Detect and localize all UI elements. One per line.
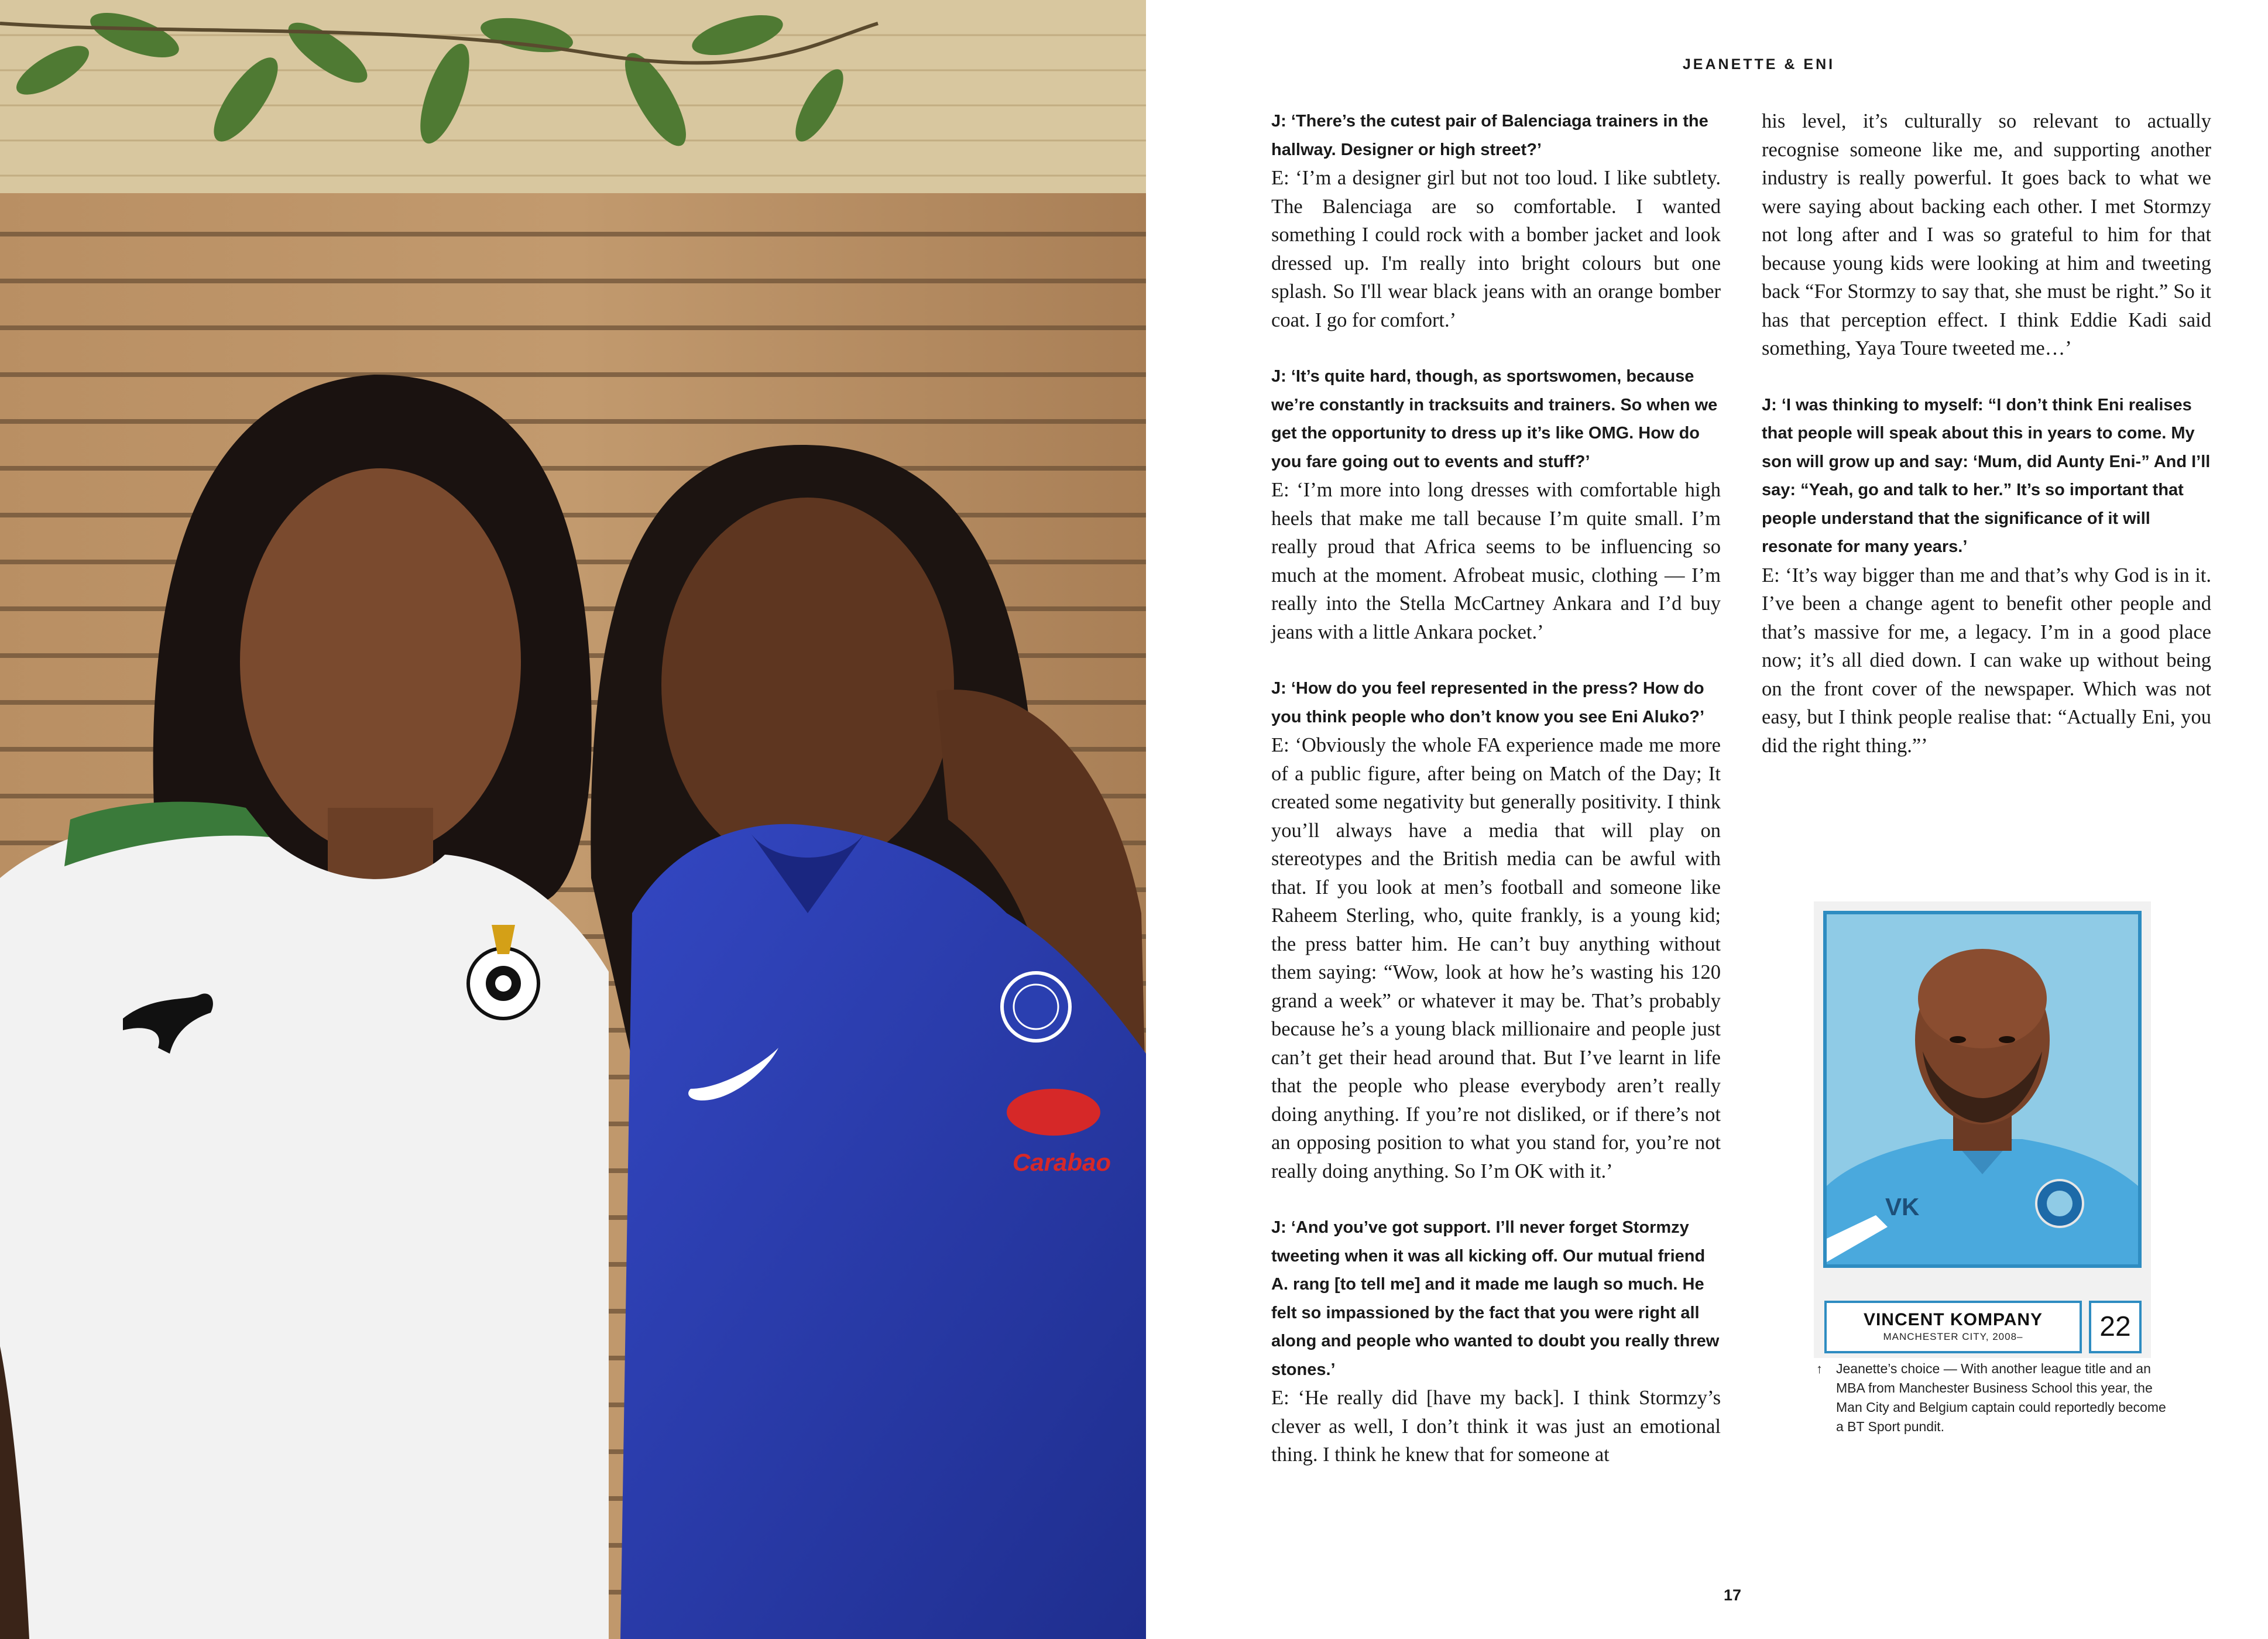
svg-text:Carabao: Carabao: [1013, 1148, 1111, 1176]
arrow-up-icon: ↑: [1816, 1362, 1823, 1376]
player-card: [1814, 901, 2151, 1358]
player-name-plate: [1824, 1301, 2082, 1353]
running-head: JEANETTE & ENI: [1682, 56, 1835, 73]
player-name: VINCENT KOMPANY: [1863, 1310, 2043, 1329]
interview-question: J: ‘And you’ve got support. I’ll never forget Stormzy tweeting when it was all kicking off. Our mutual friend A. rang [to tell me] and it made me laugh so much. He felt so impassioned by the fact that you were right all along and people who wanted to doubt you really threw stones.’: [1271, 1218, 1720, 1379]
interview-answer: E: ‘I’m a designer girl but not too loud. I like subtlety. The Balenciaga are so comfortable. I wanted something I could rock with a bomber jacket and look dressed up. I'm really into bright colours but one splash. So I'll wear black jeans with an orange bomber coat. I go for comfort.’: [1271, 167, 1721, 331]
card-caption: [1817, 1359, 2169, 1436]
manchester-city-badge: [2036, 1180, 2083, 1227]
interview-answer: E: ‘I’m more into long dresses with comfortable high heels that make me tall because I’m quite small. I’m really proud that Africa seems to be influencing so much at the moment. Afrobeat music, clothing — I’m really into the Stella McCartney Ankara and I’d buy jeans with a little Ankara pocket.’: [1271, 479, 1721, 643]
chelsea-crest: [1002, 973, 1070, 1041]
player-number: 22: [2089, 1301, 2142, 1353]
caption-text: Jeanette’s choice — With another league title and an MBA from Manchester Business School this year, the Man City and Belgium captain could reportedly become a BT Sport pundit.: [1836, 1361, 2166, 1434]
player-club: MANCHESTER CITY, 2008–: [1883, 1331, 2023, 1342]
interview-question: J: ‘It’s quite hard, though, as sportswomen, because we’re constantly in tracksuits and trainers. So when we get the opportunity to dress up it’s like OMG. How do you fare going out to events and stuff?’: [1271, 367, 1718, 471]
page-number: 17: [1723, 1586, 1742, 1604]
interview-answer: E: ‘It’s way bigger than me and that’s why God is in it. I’ve been a change agent to benefit other people and that’s massive for me, a legacy. I’m in a good place now; it’s all died down. I can wake up without being on the front cover of the newspaper. Which was not easy, but I think people realise that: “Actually Eni, you did the right thing.”’: [1762, 564, 2211, 757]
interview-question: J: ‘How do you feel represented in the press? How do you think people who don’t know you see Eni Aluko?’: [1271, 679, 1705, 726]
article-column-1: [1271, 107, 1721, 1469]
interview-answer: E: ‘He really did [have my back]. I think Stormzy’s clever as well, I don’t think it was just an emotional thing. I think he knew that for someone at: [1271, 1387, 1721, 1466]
interview-question: J: ‘There’s the cutest pair of Balenciaga trainers in the hallway. Designer or high street?’: [1271, 112, 1708, 159]
article-column-2: [1762, 107, 2211, 760]
interview-answer: his level, it’s culturally so relevant to actually recognise someone like me, and supporting another industry is really powerful. It goes back to what we were saying about backing each other. I met Stormzy not long after and I was so grateful to him for that because young kids were looking at him and tweeting back “For Stormzy to say that, she must be right.” So it has that perception effect. I think Eddie Kadi said something, Yaya Toure tweeted me…’: [1762, 110, 2211, 359]
interview-answer: E: ‘Obviously the whole FA experience made me more of a public figure, after being on Match of the Day; It created some negativity but generally positivity. I think you’ll always have a media that will play on stereotypes and the British media can be awful with that. If you look at men’s football and someone like Raheem Sterling, who, quite frankly, is a young kid; the press batter him. He can’t buy anything without them saying: “Wow, look at how he’s wasting his 120 grand a week” or whatever it may be. That’s probably because he’s a young black millionaire and people just can’t get their head around that. But I’ve learnt in life that the people who please everybody aren’t really doing anything. If you’re not disliked, or if there’s not an opposing position to what you stand for, you’re not really doing anything. So I’m OK with it.’: [1271, 734, 1721, 1182]
player-portrait-illustration: [1823, 911, 2142, 1268]
interview-question: J: ‘I was thinking to myself: “I don’t think Eni realises that people will speak about this in years to come. My son will grow up and say: ‘Mum, did Aunty Eni-” And I’ll say: “Yeah, go and talk to her.” It’s so important that people understand that the significance of it will resonate for many years.’: [1762, 395, 2211, 556]
shirt-initials: VK: [1885, 1193, 1920, 1220]
